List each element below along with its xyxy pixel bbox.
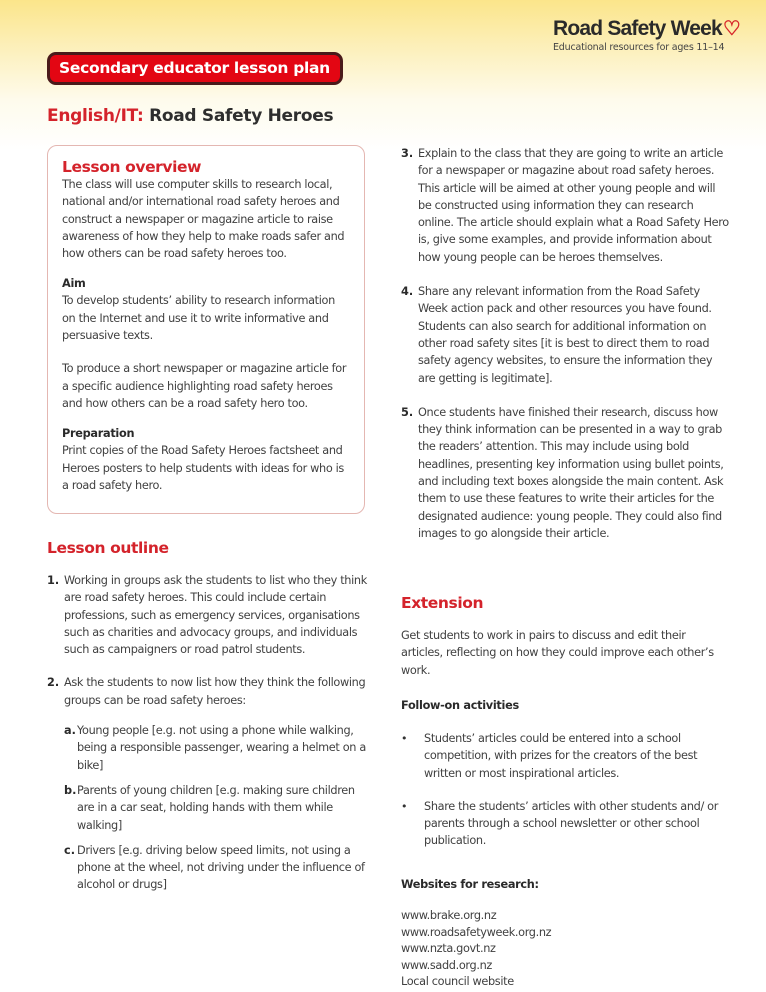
website-link[interactable]: www.roadsafetyweek.org.nz xyxy=(401,925,552,939)
lesson-outline-heading: Lesson outline xyxy=(47,539,169,557)
brand-subtitle: Educational resources for ages 11–14 xyxy=(553,42,725,53)
brand-title: Road Safety Week xyxy=(553,17,722,40)
aim-heading: Aim xyxy=(62,277,86,291)
outline-list-left xyxy=(47,572,373,894)
outline-list-right xyxy=(401,145,731,542)
followon-item: • Share the students’ articles with other students and/ or parents through a school newsletter or other school publication. xyxy=(401,799,718,848)
website-link[interactable]: www.brake.org.nz xyxy=(401,909,497,922)
lesson-overview-box xyxy=(47,145,365,514)
preparation-text: Print copies of the Road Safety Heroes factsheet and Heroes posters to help students with ideas for who is a road safety hero. xyxy=(62,444,344,492)
overview-heading: Lesson overview xyxy=(62,158,202,176)
websites-heading: Websites for research: xyxy=(401,878,539,891)
outline-step: 5. Once students have finished their research, discuss how they think information can be presented in a way to grab the readers’ attention. This may include using bold headlines, presenting key information using bullet points, and including text boxes alongside the main content. Ask them to use these features to write their articles for the designated audience: young people. They could also find images to go alongside their article. xyxy=(401,405,724,540)
outline-step: 4. Share any relevant information from the Road Safety Week action pack and other resources you have found. Students can also search for additional information on other road safety sites [it is best to direct them to road safety agency websites, to ensure the information they are getting is legitimate]. xyxy=(401,285,713,385)
outline-step: 2. Ask the students to now list how they think the following groups can be road safety heroes: a. Young people [e.g. not using a phone while walking, being a responsible passenger, wearing a helmet on a bike] b. Parents of young children [e.g. making sure children are in a car seat, holding hands with them while walking] c. Drivers [e.g. driving below speed limits, not using a phone at the wheel, not driving under the influence of alcohol or drugs] xyxy=(47,674,373,893)
outline-step: 3. Explain to the class that they are going to write an article for a newspaper or magazine about road safety heroes. This article will be aimed at other young people and will be constructed using information they can research online. The article should explain what a Road Safety Hero is, give some examples, and provide information about how young people can be heroes themselves. xyxy=(401,147,729,264)
aim-text-1: To develop students’ ability to research information on the Internet and use it to write informative and persuasive texts. xyxy=(62,294,335,343)
outline-substep: c. Drivers [e.g. driving below speed limits, not using a phone at the wheel, not driving under the influence of alcohol or drugs] xyxy=(64,843,365,892)
websites-list xyxy=(401,908,701,991)
outline-substep: b. Parents of young children [e.g. making sure children are in a car seat, holding hands with them while walking] xyxy=(64,783,355,832)
followon-heading: Follow-on activities xyxy=(401,699,519,712)
preparation-heading: Preparation xyxy=(62,427,135,441)
aim-text-2: To produce a short newspaper or magazine article for a specific audience highlighting road safety heroes and how others can be a road safety hero too. xyxy=(62,362,347,410)
subject-title: Road Safety Heroes xyxy=(149,106,334,126)
bullet-icon: • xyxy=(401,799,408,813)
outline-substep: a. Young people [e.g. not using a phone while walking, being a responsible passenger, wearing a helmet on a bike] xyxy=(64,724,366,772)
overview-text: The class will use computer skills to research local, national and/or international road safety heroes and construct a newspaper or magazine article to raise awareness of how they help to make roads safer and how others can be road safety heroes too. xyxy=(62,178,345,261)
subject-prefix: English/IT: xyxy=(47,106,144,126)
followon-item: • Students’ articles could be entered into a school competition, with prizes for the creators of the best written or most inspirational articles. xyxy=(401,732,698,780)
lesson-plan-banner: Secondary educator lesson plan xyxy=(47,52,343,85)
outline-step: 1. Working in groups ask the students to list who they think are road safety heroes. This could include certain professions, such as emergency services, organisations such as charities and advocacy groups, and individuals such as campaigners or road patrol students. xyxy=(47,574,367,657)
website-item: Local council website xyxy=(401,975,514,988)
page-title xyxy=(47,106,333,126)
extension-text: Get students to work in pairs to discuss and edit their articles, reflecting on how they could improve each other’s work. xyxy=(401,629,714,677)
road-safety-week-logo xyxy=(553,17,753,53)
extension-heading: Extension xyxy=(401,594,484,612)
bullet-icon: • xyxy=(401,732,408,745)
website-link[interactable]: www.nzta.govt.nz xyxy=(401,942,496,955)
followon-list xyxy=(398,730,728,850)
heart-icon: ♡ xyxy=(722,18,741,40)
website-link[interactable]: www.sadd.org.nz xyxy=(401,958,492,972)
